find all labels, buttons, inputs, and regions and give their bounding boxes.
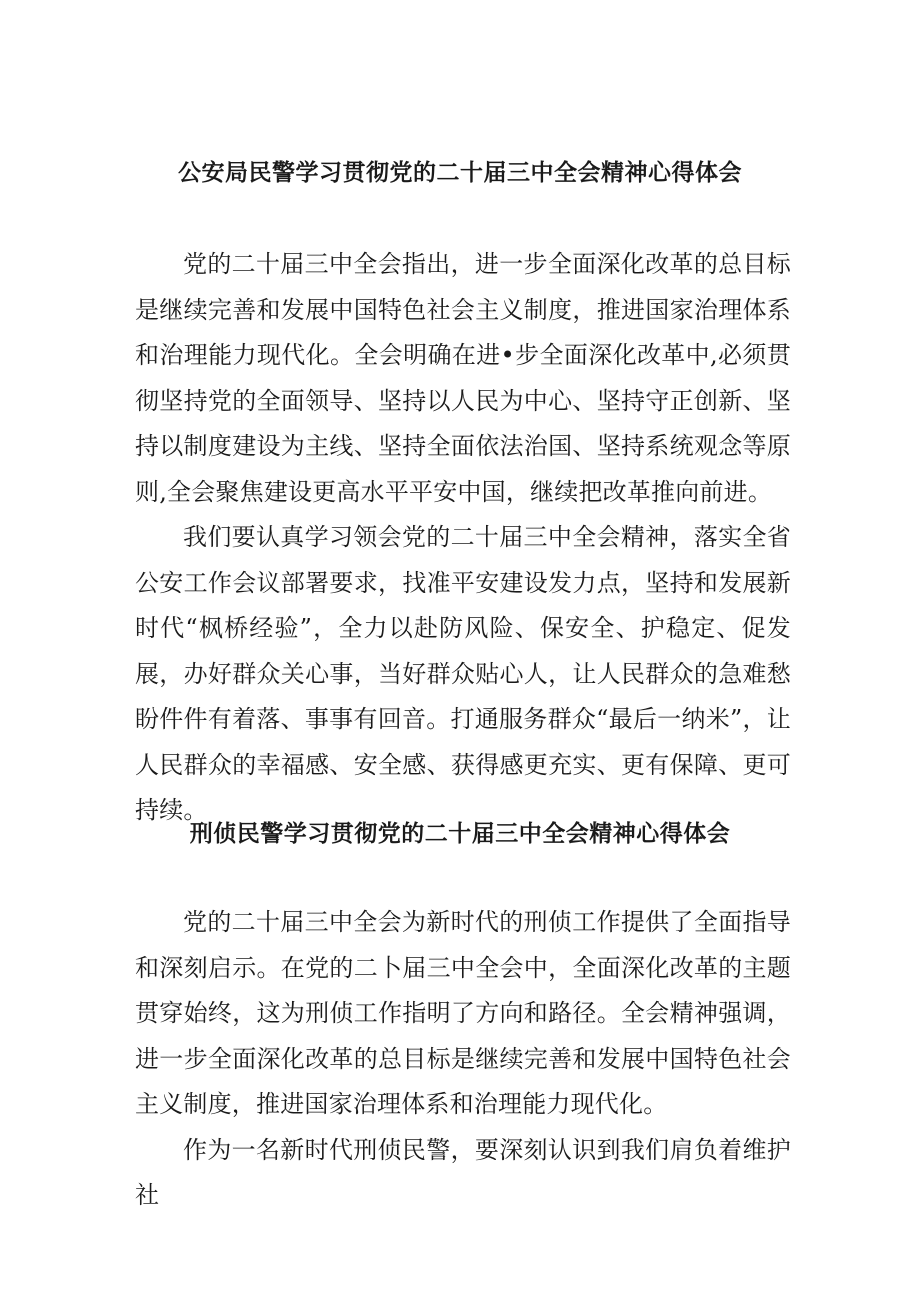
section-1-paragraph-1: 党的二十届三中全会指出，进一步全面深化改革的总目标是继续完善和发展中国特色社会主义制度，推进国家治理体系和治理能力现代化。全会明确在进•步全面深化改革中,必须贯彻坚持党的全面领导、坚持以人民为中心、坚持守正创新、坚持以制度建设为主线、坚持全面依法治国、坚持系统观念等原则,全会聚焦建设更高水平平安中国，继续把改革推向前进。 (135, 250, 791, 506)
section-2-paragraph-2: 作为一名新时代刑侦民警，要深刻认识到我们肩负着维护社 (135, 1135, 791, 1209)
section-1-paragraph-2: 我们要认真学习领会党的二十届三中全会精神，落实全省公安工作会议部署要求，找准平安建设发力点，坚持和发展新时代“枫桥经验”，全力以赴防风险、保安全、护稳定、促发展，办好群众关心事，当好群众贴心人，让人民群众的急难愁盼件件有着落、事事有回音。打通服务群众“最后一纳米”，让人民群众的幸福感、安全感、获得感更充实、更有保障、更可持续。 (135, 523, 791, 824)
section-2-paragraph-1: 党的二十届三中全会为新时代的刑侦工作提供了全面指导和深刻启示。在党的二卜届三中全会中，全面深化改革的主题贯穿始终，这为刑侦工作指明了方向和路径。全会精神强调，进一步全面深化改革的总目标是继续完善和发展中国特色社会主义制度，推进国家治理体系和治理能力现代化。 (135, 908, 791, 1118)
section-1-title: 公安局民警学习贯彻党的二十届三中全会精神心得体会 (178, 159, 742, 186)
section-2-body (135, 900, 791, 1219)
section-2-title: 刑侦民警学习贯彻党的二十届三中全会精神心得体会 (189, 820, 731, 847)
section-1-body (135, 242, 791, 834)
